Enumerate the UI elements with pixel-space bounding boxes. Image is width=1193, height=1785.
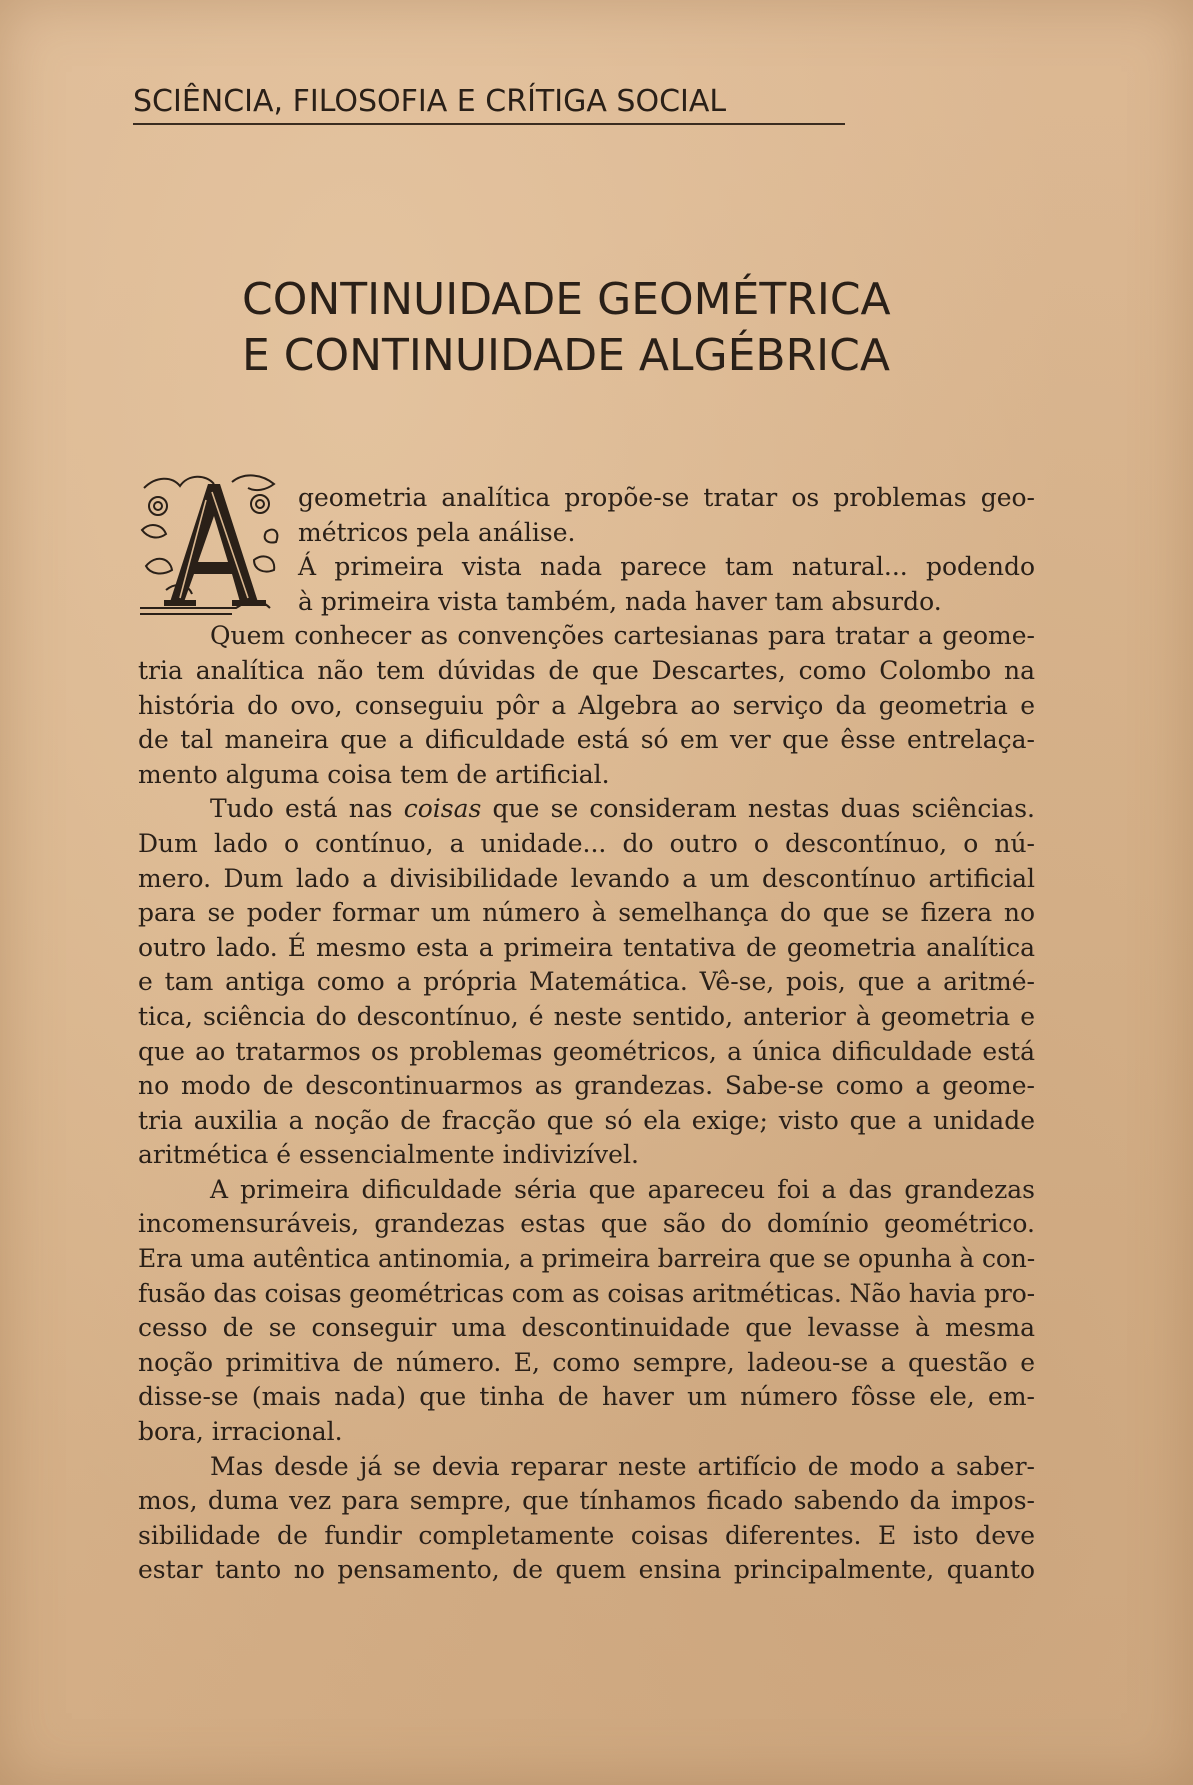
text-line: fusão das coisas geométricas com as coisas aritméticas. Não havia pro-: [138, 1278, 1035, 1308]
text-line: Era uma autêntica antinomia, a primeira barreira que se opunha à con-: [138, 1244, 1035, 1274]
italic-word: coisas: [403, 794, 482, 824]
text-line: à primeira vista também, nada haver tam absurdo.: [298, 586, 942, 616]
text-line: Quem conhecer as convenções cartesianas para tratar a geome-: [210, 621, 1035, 651]
text-line: para se poder formar um número à semelhança do que se fizera no: [138, 898, 1035, 928]
text-line: mero. Dum lado a divisibilidade levando a um descontínuo artificial: [138, 863, 1035, 893]
text-line: incomensuráveis, grandezas estas que são do domínio geométrico.: [138, 1209, 1035, 1239]
text-segment: Tudo está nas: [210, 794, 404, 824]
text-line: sibilidade de fundir completamente coisas diferentes. E isto deve: [138, 1520, 1035, 1550]
text-line: mento alguma coisa tem de artificial.: [138, 759, 610, 789]
text-line: noção primitiva de número. E, como sempre, ladeou-se a questão e: [138, 1347, 1035, 1377]
text-line: disse-se (mais nada) que tinha de haver um número fôsse ele, em-: [138, 1382, 1035, 1412]
text-line: cesso de se conseguir uma descontinuidade que levasse à mesma: [138, 1313, 1035, 1343]
chapter-title-line-1: CONTINUIDADE GEOMÉTRICA: [242, 274, 891, 325]
text-line: métricos pela análise.: [298, 517, 576, 547]
text-line: Dum lado o contínuo, a unidade... do outro o descontínuo, o nú-: [138, 828, 1035, 858]
text-line: estar tanto no pensamento, de quem ensina principalmente, quanto: [138, 1555, 1035, 1585]
text-line: mos, duma vez para sempre, que tínhamos ficado sabendo da impos-: [138, 1486, 1035, 1516]
text-line-with-italic: [138, 792, 1035, 827]
text-line: de tal maneira que a dificuldade está só em ver que êsse entrelaça-: [138, 725, 1035, 755]
body-text: [138, 481, 1035, 1588]
text-line: bora, irracional.: [138, 1417, 343, 1447]
text-line: aritmética é essencialmente indivizível.: [138, 1140, 639, 1170]
text-line: e tam antiga como a própria Matemática. Vê-se, pois, que a aritmé-: [138, 967, 1035, 997]
running-head: SCIÊNCIA, FILOSOFIA E CRÍTIGA SOCIAL: [133, 84, 727, 119]
text-line: Mas desde já se devia reparar neste artifício de modo a saber-: [210, 1451, 1035, 1481]
text-line: Á primeira vista nada parece tam natural... podendo: [298, 552, 1035, 582]
text-line: história do ovo, conseguiu pôr a Algebra ao serviço da geometria e: [138, 690, 1035, 720]
text-line: A primeira dificuldade séria que apareceu foi a das grandezas: [210, 1174, 1035, 1204]
text-line: geometria analítica propõe-se tratar os problemas geo-: [298, 483, 1035, 512]
text-line: outro lado. É mesmo esta a primeira tentativa de geometria analítica: [138, 932, 1035, 962]
text-line: tria analítica não tem dúvidas de que Descartes, como Colombo na: [138, 655, 1035, 685]
running-head-rule: [133, 123, 845, 125]
text-line: tria auxilia a noção de fracção que só ela exige; visto que a unidade: [138, 1105, 1035, 1135]
text-line: no modo de descontinuarmos as grandezas. Sabe-se como a geome-: [138, 1071, 1035, 1101]
chapter-title-line-2: E CONTINUIDADE ALGÉBRICA: [242, 330, 890, 381]
text-line: que ao tratarmos os problemas geométricos, a única dificuldade está: [138, 1036, 1035, 1066]
text-segment: nestas duas sciências.: [747, 794, 1036, 824]
text-segment: que se consideram: [481, 794, 748, 824]
chapter-title: [242, 272, 942, 384]
text-line: tica, sciência do descontínuo, é neste sentido, anterior à geometria e: [138, 1001, 1035, 1031]
